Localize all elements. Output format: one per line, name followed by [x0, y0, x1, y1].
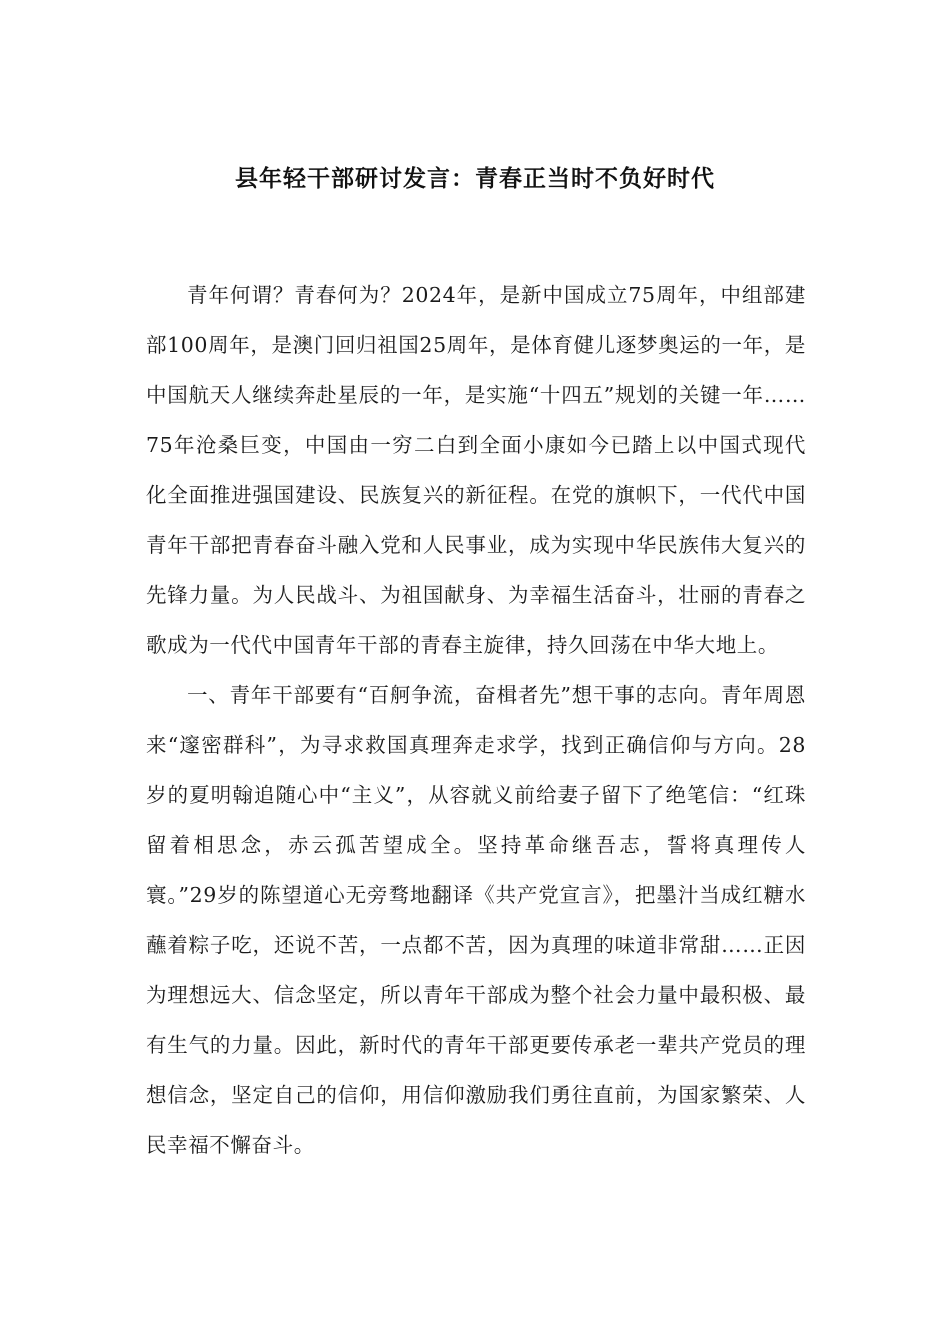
paragraph-intro: 青年何谓？青春何为？2024年，是新中国成立75周年，中组部建部100周年，是澳门回归祖国25周年，是体育健儿逐梦奥运的一年，是中国航天人继续奔赴星辰的一年，是实施“十四五”规划的关键一年……75年沧桑巨变，中国由一穷二白到全面小康如今已踏上以中国式现代化全面推进强国建设、民族复兴的新征程。在党的旗帜下，一代代中国青年干部把青春奋斗融入党和人民事业，成为实现中华民族伟大复兴的先锋力量。为人民战斗、为祖国献身、为幸福生活奋斗，壮丽的青春之歌成为一代代中国青年干部的青春主旋律，持久回荡在中华大地上。 — [146, 283, 806, 657]
document-body — [146, 270, 806, 1170]
document-title: 县年轻干部研讨发言：青春正当时不负好时代 — [235, 165, 715, 192]
paragraph-section-one: 一、青年干部要有“百舸争流，奋楫者先”想干事的志向。青年周恩来“邃密群科”，为寻求救国真理奔走求学，找到正确信仰与方向。28岁的夏明翰追随心中“主义”，从容就义前给妻子留下了绝笔信：“红珠留着相思念，赤云孤苦望成全。坚持革命继吾志，誓将真理传人寰。”29岁的陈望道心无旁骛地翻译《共产党宣言》，把墨汁当成红糖水蘸着粽子吃，还说不苦，一点都不苦，因为真理的味道非常甜……正因为理想远大、信念坚定，所以青年干部成为整个社会力量中最积极、最有生气的力量。因此，新时代的青年干部更要传承老一辈共产党员的理想信念，坚定自己的信仰，用信仰激励我们勇往直前，为国家繁荣、人民幸福不懈奋斗。 — [146, 683, 806, 1157]
